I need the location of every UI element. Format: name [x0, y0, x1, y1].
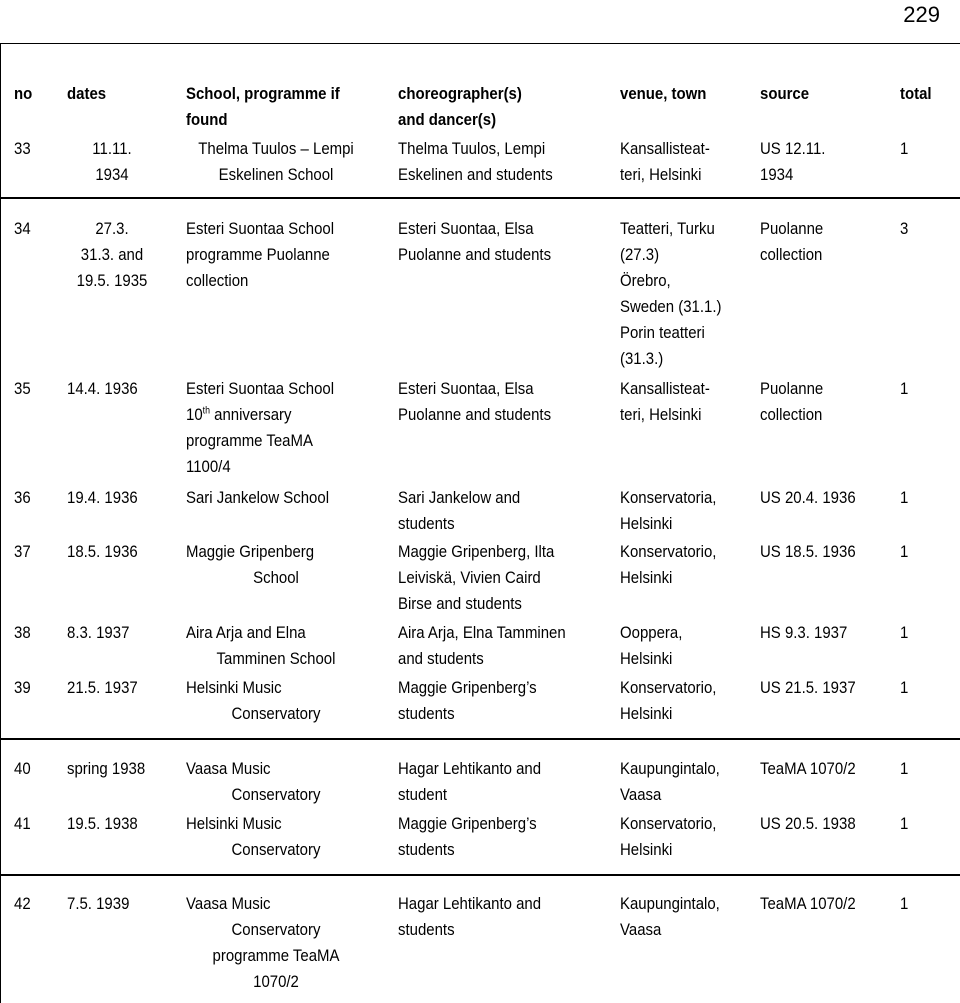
- row-group-rule: [0, 738, 960, 740]
- header-source: source: [760, 84, 810, 103]
- row-dates: 11.11.: [92, 139, 132, 158]
- row-total: 1: [900, 488, 909, 507]
- row-venue: Porin teatteri: [620, 323, 705, 342]
- row-school: 10th anniversary: [186, 405, 292, 424]
- row-school: Esteri Suontaa School: [186, 219, 335, 238]
- row-venue: Kaupungintalo,: [620, 894, 720, 913]
- row-venue: teri, Helsinki: [620, 165, 702, 184]
- row-dates: 19.5. 1935: [76, 271, 148, 290]
- row-choreographer: Sari Jankelow and: [398, 488, 521, 507]
- row-school: Conservatory: [231, 704, 321, 723]
- row-school: collection: [186, 271, 249, 290]
- row-total: 1: [900, 678, 909, 697]
- row-source: US 20.4. 1936: [760, 488, 856, 507]
- row-venue: Helsinki: [620, 649, 673, 668]
- row-dates: 7.5. 1939: [67, 894, 130, 913]
- row-venue: Helsinki: [620, 840, 673, 859]
- row-choreographer: Maggie Gripenberg’s: [398, 678, 537, 697]
- row-school: Eskelinen School: [218, 165, 334, 184]
- header-total: total: [900, 84, 932, 103]
- row-source: TeaMA 1070/2: [760, 759, 856, 778]
- row-venue: Kansallisteat-: [620, 139, 710, 158]
- row-venue: Sweden (31.1.): [620, 297, 722, 316]
- row-no: 41: [14, 814, 31, 833]
- row-school: 1070/2: [253, 972, 299, 991]
- row-school: Aira Arja and Elna: [186, 623, 306, 642]
- row-venue: Konservatorio,: [620, 814, 717, 833]
- row-no: 37: [14, 542, 31, 561]
- row-source: collection: [760, 245, 823, 264]
- row-school: 1100/4: [186, 457, 231, 476]
- row-source: 1934: [760, 165, 794, 184]
- row-no: 40: [14, 759, 31, 778]
- row-choreographer: Maggie Gripenberg, Ilta: [398, 542, 555, 561]
- row-group-rule: [0, 874, 960, 876]
- row-choreographer: Maggie Gripenberg’s: [398, 814, 537, 833]
- row-venue: Teatteri, Turku: [620, 219, 715, 238]
- row-no: 33: [14, 139, 31, 158]
- header-choreographer: choreographer(s): [398, 84, 522, 103]
- row-total: 1: [900, 542, 909, 561]
- header-dates: dates: [67, 84, 107, 103]
- row-venue: teri, Helsinki: [620, 405, 702, 424]
- row-source: Puolanne: [760, 219, 824, 238]
- row-venue: Konservatorio,: [620, 542, 717, 561]
- row-school: Helsinki Music: [186, 814, 282, 833]
- header-no: no: [14, 84, 33, 103]
- row-dates: 18.5. 1936: [67, 542, 138, 561]
- row-venue: (31.3.): [620, 349, 664, 368]
- row-venue: Vaasa: [620, 920, 662, 939]
- row-source: US 21.5. 1937: [760, 678, 856, 697]
- row-choreographer: Hagar Lehtikanto and: [398, 759, 542, 778]
- row-venue: Helsinki: [620, 514, 673, 533]
- row-school: programme Puolanne: [186, 245, 330, 264]
- row-school: Vaasa Music: [186, 894, 271, 913]
- row-venue: Ooppera,: [620, 623, 683, 642]
- row-school: Conservatory: [231, 840, 321, 859]
- row-venue: Kaupungintalo,: [620, 759, 720, 778]
- row-dates: 19.5. 1938: [67, 814, 138, 833]
- row-choreographer: Hagar Lehtikanto and: [398, 894, 542, 913]
- row-venue: Helsinki: [620, 568, 673, 587]
- row-total: 1: [900, 379, 909, 398]
- row-venue: Kansallisteat-: [620, 379, 710, 398]
- row-venue: Konservatoria,: [620, 488, 717, 507]
- row-no: 38: [14, 623, 31, 642]
- row-dates: 14.4. 1936: [67, 379, 138, 398]
- top-rule: [0, 43, 960, 44]
- row-choreographer: student: [398, 785, 448, 804]
- row-dates: spring 1938: [67, 759, 146, 778]
- row-source: US 20.5. 1938: [760, 814, 856, 833]
- row-choreographer: Leiviskä, Vivien Caird: [398, 568, 541, 587]
- row-venue: Vaasa: [620, 785, 662, 804]
- row-venue: (27.3): [620, 245, 660, 264]
- header-choreographer: and dancer(s): [398, 110, 497, 129]
- row-choreographer: students: [398, 920, 455, 939]
- row-choreographer: students: [398, 514, 455, 533]
- row-choreographer: Puolanne and students: [398, 245, 552, 264]
- row-school: programme TeaMA: [212, 946, 340, 965]
- row-venue: Örebro,: [620, 271, 671, 290]
- row-no: 35: [14, 379, 31, 398]
- row-dates: 27.3.: [95, 219, 129, 238]
- row-total: 1: [900, 814, 909, 833]
- row-choreographer: students: [398, 840, 455, 859]
- superscript: th: [202, 405, 210, 417]
- row-school: programme TeaMA: [186, 431, 313, 450]
- row-source: US 18.5. 1936: [760, 542, 856, 561]
- row-dates: 21.5. 1937: [67, 678, 138, 697]
- row-school: Thelma Tuulos – Lempi: [198, 139, 354, 158]
- row-dates: 8.3. 1937: [67, 623, 130, 642]
- row-choreographer: Esteri Suontaa, Elsa: [398, 219, 534, 238]
- row-school: Conservatory: [231, 920, 321, 939]
- header-venue: venue, town: [620, 84, 707, 103]
- row-choreographer: Thelma Tuulos, Lempi: [398, 139, 546, 158]
- row-venue: Helsinki: [620, 704, 673, 723]
- row-total: 1: [900, 623, 909, 642]
- row-source: Puolanne: [760, 379, 824, 398]
- row-choreographer: Aira Arja, Elna Tamminen: [398, 623, 566, 642]
- header-school: School, programme if: [186, 84, 340, 103]
- row-choreographer: students: [398, 704, 455, 723]
- row-dates: 19.4. 1936: [67, 488, 138, 507]
- row-choreographer: Eskelinen and students: [398, 165, 553, 184]
- row-no: 42: [14, 894, 31, 913]
- row-no: 34: [14, 219, 31, 238]
- row-school: Vaasa Music: [186, 759, 271, 778]
- row-school: Sari Jankelow School: [186, 488, 330, 507]
- row-school: School: [253, 568, 299, 587]
- row-source: US 12.11.: [760, 139, 826, 158]
- row-total: 3: [900, 219, 909, 238]
- row-school: Esteri Suontaa School: [186, 379, 335, 398]
- row-total: 1: [900, 894, 909, 913]
- row-school: Maggie Gripenberg: [186, 542, 315, 561]
- page-number: 229: [903, 2, 940, 27]
- row-source: collection: [760, 405, 823, 424]
- row-school: Tamminen School: [216, 649, 336, 668]
- row-choreographer: Esteri Suontaa, Elsa: [398, 379, 534, 398]
- row-dates: 1934: [95, 165, 129, 184]
- row-no: 39: [14, 678, 31, 697]
- row-school: Conservatory: [231, 785, 321, 804]
- row-total: 1: [900, 139, 909, 158]
- row-dates: 31.3. and: [80, 245, 144, 264]
- row-choreographer: and students: [398, 649, 484, 668]
- row-source: HS 9.3. 1937: [760, 623, 848, 642]
- row-choreographer: Puolanne and students: [398, 405, 552, 424]
- row-no: 36: [14, 488, 31, 507]
- row-group-rule: [0, 197, 960, 199]
- row-source: TeaMA 1070/2: [760, 894, 856, 913]
- row-choreographer: Birse and students: [398, 594, 522, 613]
- header-school: found: [186, 110, 228, 129]
- row-school: Helsinki Music: [186, 678, 282, 697]
- row-venue: Konservatorio,: [620, 678, 717, 697]
- table-left-edge: [0, 43, 1, 1003]
- row-total: 1: [900, 759, 909, 778]
